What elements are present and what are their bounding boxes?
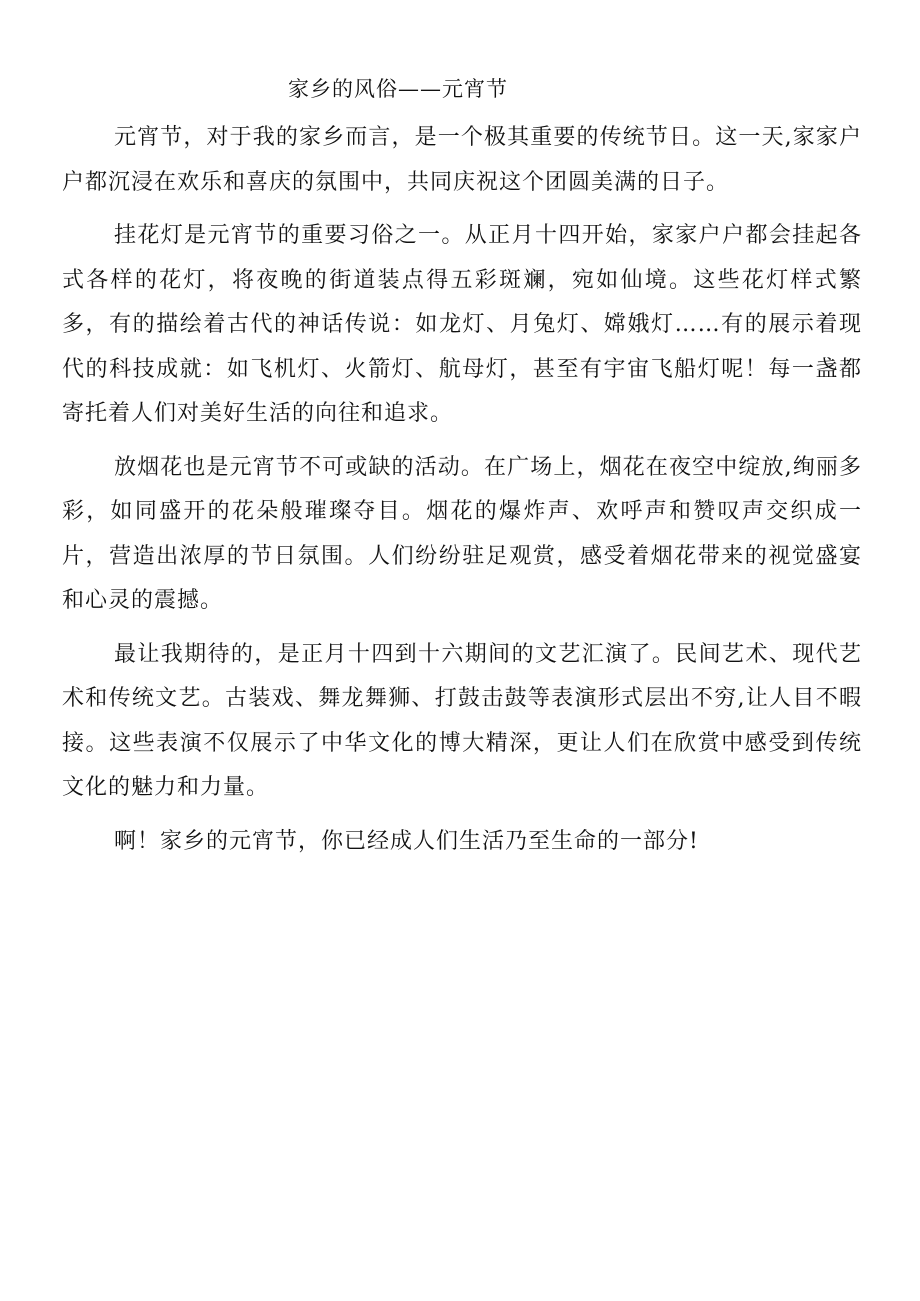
- document-body: [62, 116, 862, 873]
- paragraph-lanterns: 挂花灯是元宵节的重要习俗之一。从正月十四开始，家家户户都会挂起各式各样的花灯，将夜晚的街道装点得五彩斑斓，宛如仙境。这些花灯样式繁多，有的描绘着古代的神话传说：如龙灯、月兔灯、嫦娥灯……有的展示着现代的科技成就：如飞机灯、火箭灯、航母灯，甚至有宇宙飞船灯呢！每一盏都寄托着人们对美好生活的向往和追求。: [62, 223, 862, 426]
- document-title: 家乡的风俗——元宵节: [288, 77, 508, 101]
- paragraph-conclusion: 啊！家乡的元宵节，你已经成人们生活乃至生命的一部分!: [114, 828, 699, 854]
- paragraph-performances: 最让我期待的，是正月十四到十六期间的文艺汇演了。民间艺术、现代艺术和传统文艺。古装戏、舞龙舞狮、打鼓击鼓等表演形式层出不穷,让人目不暇接。这些表演不仅展示了中华文化的博大精深，更让人们在欣赏中感受到传统文化的魅力和力量。: [62, 641, 862, 800]
- paragraph-intro: 元宵节，对于我的家乡而言，是一个极其重要的传统节日。这一天,家家户户都沉浸在欢乐和喜庆的氛围中，共同庆祝这个团圆美满的日子。: [62, 125, 862, 195]
- paragraph-fireworks: 放烟花也是元宵节不可或缺的活动。在广场上，烟花在夜空中绽放,绚丽多彩，如同盛开的花朵般璀璨夺目。烟花的爆炸声、欢呼声和赞叹声交织成一片，营造出浓厚的节日氛围。人们纷纷驻足观赏，感受着烟花带来的视觉盛宴和心灵的震撼。: [62, 454, 862, 613]
